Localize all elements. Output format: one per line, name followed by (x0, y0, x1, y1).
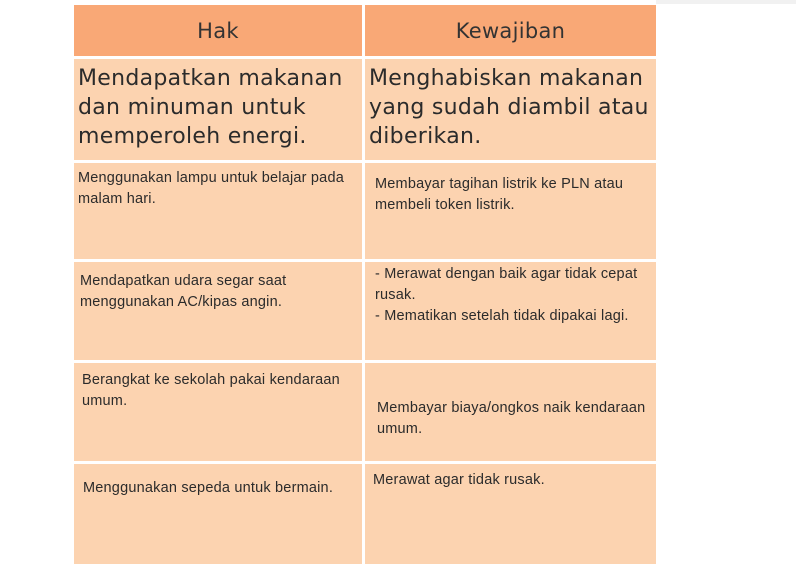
row-1-kewajiban: Menghabiskan makanan yang sudah diambil atau diberikan. (365, 59, 656, 160)
row-2-hak: Menggunakan lampu untuk belajar pada malam hari. (74, 163, 362, 259)
top-edge-line (656, 0, 796, 4)
row-2-kewajiban: Membayar tagihan listrik ke PLN atau membeli token listrik. (365, 163, 656, 259)
row-5-hak: Menggunakan sepeda untuk bermain. (74, 464, 362, 564)
row-1-hak: Mendapatkan makanan dan minuman untuk memperoleh energi. (74, 59, 362, 160)
row-3-hak: Mendapatkan udara segar saat menggunakan AC/kipas angin. (74, 262, 362, 360)
rights-obligations-table (74, 5, 656, 564)
row-3-kewajiban (365, 262, 656, 360)
header-kewajiban: Kewajiban (365, 5, 656, 56)
row-4-kewajiban: Membayar biaya/ongkos naik kendaraan umum. (365, 363, 656, 461)
row-5-kewajiban: Merawat agar tidak rusak. (365, 464, 656, 564)
row-4-hak: Berangkat ke sekolah pakai kendaraan umum. (74, 363, 362, 461)
row-3-kewajiban-line-1: - Merawat dengan baik agar tidak cepat rusak. (375, 266, 638, 303)
row-3-kewajiban-line-2: - Mematikan setelah tidak dipakai lagi. (375, 308, 629, 324)
header-hak: Hak (74, 5, 362, 56)
